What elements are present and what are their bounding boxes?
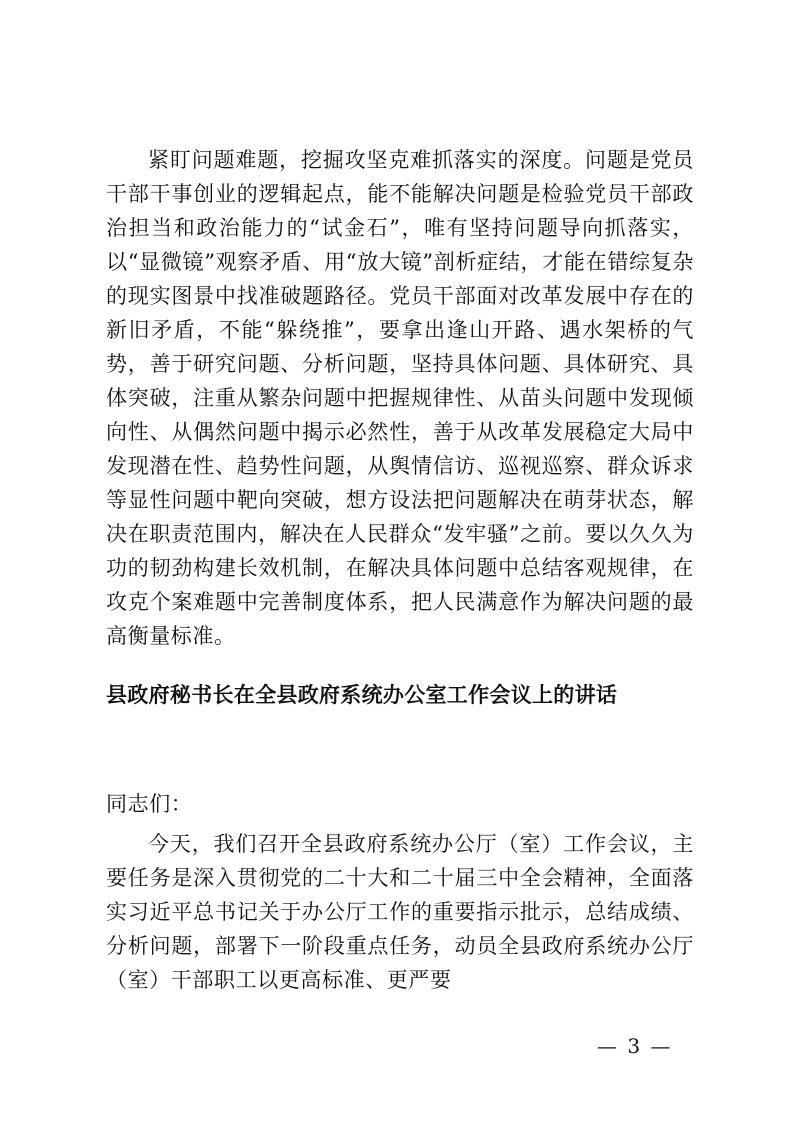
speech-title: 县政府秘书长在全县政府系统办公室工作会议上的讲话 (106, 683, 618, 707)
body-paragraph-meeting-intro: 今天，我们召开全县政府系统办公厅（室）工作会议，主要任务是深入贯彻党的二十大和二十届三中全会精神，全面落实习近平总书记关于办公厅工作的重要指示批示，总结成绩、分析问题，部署下一阶段重点任务，动员全县政府系统办公厅（室）干部职工以更高标准、更严要 (106, 832, 694, 992)
page-number: — 3 — (597, 1034, 673, 1058)
body-paragraph-problem-solving: 紧盯问题难题，挖掘攻坚克难抓落实的深度。问题是党员干部干事创业的逻辑起点，能不能解决问题是检验党员干部政治担当和政治能力的“试金石”，唯有坚持问题导向抓落实，以“显微镜”观察矛盾、用“放大镜”剖析症结，才能在错综复杂的现实图景中找准破题路径。党员干部面对改革发展中存在的新旧矛盾，不能“躲绕推”，要拿出逢山开路、遇水架桥的气势，善于研究问题、分析问题，坚持具体问题、具体研究、具体突破，注重从繁杂问题中把握规律性、从苗头问题中发现倾向性、从偶然问题中揭示必然性，善于从改革发展稳定大局中发现潜在性、趋势性问题，从舆情信访、巡视巡察、群众诉求等显性问题中靶向突破，想方设法把问题解决在萌芽状态，解决在职责范围内，解决在人民群众“发牢骚”之前。要以久久为功的韧劲构建长效机制，在解决具体问题中总结客观规律，在攻克个案难题中完善制度体系，把人民满意作为解决问题的最高衡量标准。 (106, 148, 694, 648)
salutation: 同志们： (106, 792, 193, 816)
